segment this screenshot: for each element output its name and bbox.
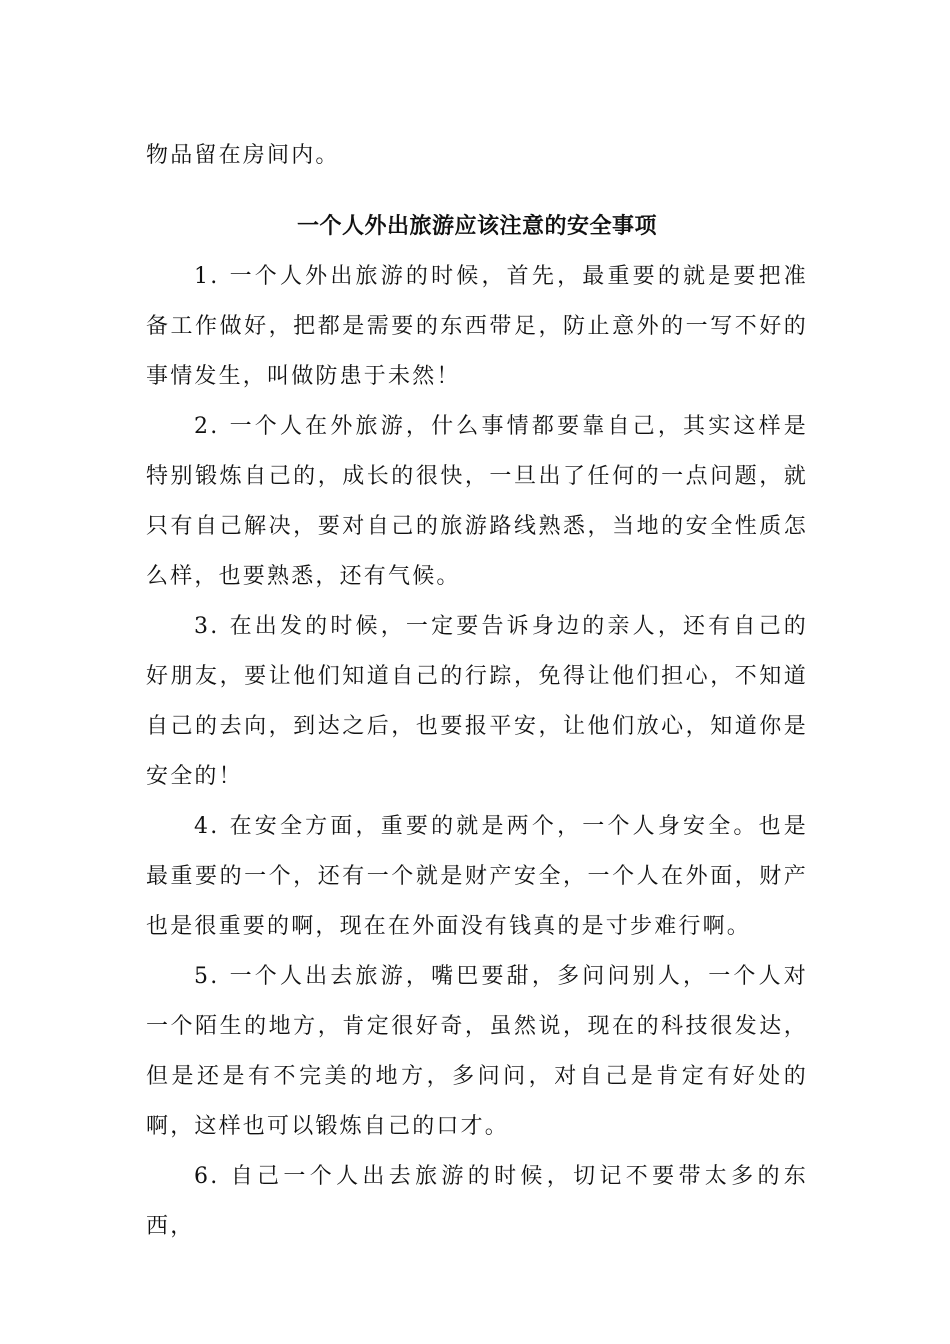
section-heading: 一个人外出旅游应该注意的安全事项	[296, 214, 657, 239]
list-item: 1. 一个人外出旅游的时候，首先，最重要的就是要把准备工作做好，把都是需要的东西带足，防止意外的一写不好的事情发生，叫做防患于未然！	[146, 264, 808, 389]
list-item: 4. 在安全方面，重要的就是两个，一个人身安全。也是最重要的一个，还有一个就是财产安全，一个人在外面，财产也是很重要的啊，现在在外面没有钱真的是寸步难行啊。	[146, 814, 808, 939]
list-item: 6. 自己一个人出去旅游的时候，切记不要带太多的东西，	[146, 1164, 808, 1239]
safety-items-list	[146, 252, 808, 1252]
list-item: 2. 一个人在外旅游，什么事情都要靠自己，其实这样是特别锻炼自己的，成长的很快，一旦出了任何的一点问题，就只有自己解决，要对自己的旅游路线熟悉，当地的安全性质怎么样，也要熟悉，还有气候。	[146, 414, 808, 589]
continuation-text: 物品留在房间内。	[146, 143, 340, 168]
list-item: 3. 在出发的时候，一定要告诉身边的亲人，还有自己的好朋友，要让他们知道自己的行踪，免得让他们担心，不知道自己的去向，到达之后，也要报平安，让他们放心，知道你是安全的！	[146, 614, 808, 789]
list-item: 5. 一个人出去旅游，嘴巴要甜，多问问别人，一个人对一个陌生的地方，肯定很好奇，虽然说，现在的科技很发达，但是还是有不完美的地方，多问问，对自己是肯定有好处的啊，这样也可以锻炼自己的口才。	[146, 964, 808, 1139]
